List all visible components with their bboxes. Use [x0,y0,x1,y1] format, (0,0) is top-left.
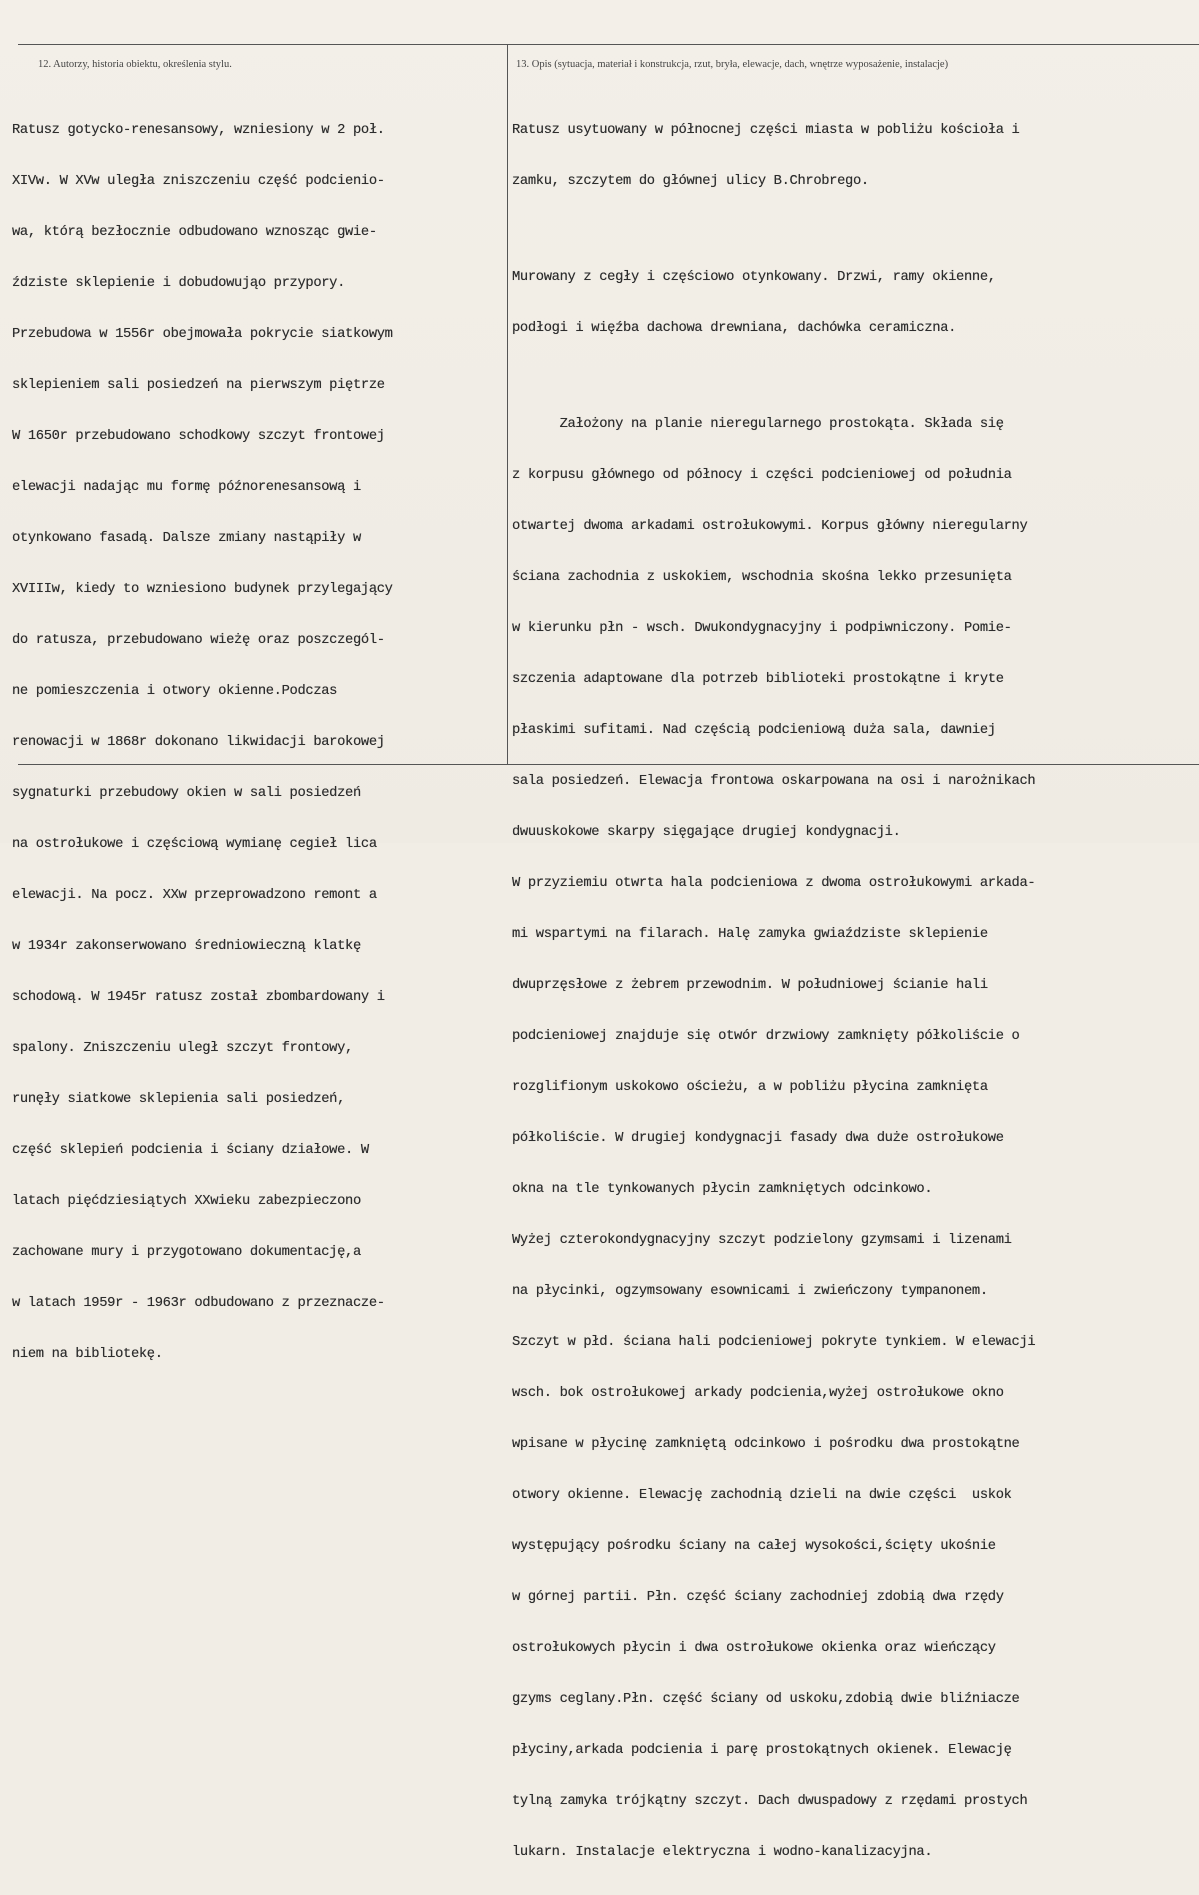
line: W przyziemiu otwrta hala podcieniowa z dwoma ostrołukowymi arkada- [512,876,1036,891]
line: XIVw. W XVw uległa zniszczeniu część podcienio- [12,174,385,189]
line: do ratusza, przebudowano wieżę oraz poszczegól- [12,633,385,648]
line: gzyms ceglany.Płn. część ściany od uskoku,zdobią dwie bliźniacze [512,1692,1020,1707]
line: zachowane mury i przygotowano dokumentację,a [12,1245,361,1260]
line: podłogi i więźba dachowa drewniana, dachówka ceramiczna. [512,321,957,336]
line: występujący pośrodku ściany na całej wysokości,ścięty ukośnie [512,1539,996,1554]
section-13-header: 13. Opis (sytuacja, materiał i konstrukcja, rzut, bryła, elewacje, dach, wnętrze wyposażenie, instalacje) [516,59,949,70]
line: płyciny,arkada podcienia i parę prostokątnych okienek. Elewację [512,1743,1012,1758]
line: podcieniowej znajduje się otwór drzwiowy zamknięty półkoliście o [512,1029,1020,1044]
line: w latach 1959r - 1963r odbudowano z przeznacze- [12,1296,385,1311]
line: sala posiedzeń. Elewacja frontowa oskarpowana na osi i narożnikach [512,774,1036,789]
line: wa, którą bezłocznie odbudowano wznosząc gwie- [12,225,377,240]
description-text-column [512,88,1197,1895]
line: z korpusu głównego od północy i części podcieniowej od południa [512,468,1012,483]
line: Murowany z cegły i częściowo otynkowany. Drzwi, ramy okienne, [512,270,996,285]
column-divider [507,44,508,764]
line: Przebudowa w 1556r obejmowała pokrycie siatkowym [12,327,393,342]
line: zamku, szczytem do głównej ulicy B.Chrobrego. [512,174,869,189]
top-rule [18,44,1199,45]
history-text-column [12,88,506,1397]
line: dwuprzęsłowe z żebrem przewodnim. W południowej ścianie hali [512,978,988,993]
line: sygnaturki przebudowy okien w sali posiedzeń [12,786,361,801]
line: okna na tle tynkowanych płycin zamkniętych odcinkowo. [512,1182,933,1197]
line: rozglifionym uskokowo ościeżu, a w pobliżu płycina zamknięta [512,1080,988,1095]
line: w kierunku płn - wsch. Dwukondygnacyjny i podpiwniczony. Pomie- [512,621,1012,636]
line: schodową. W 1945r ratusz został zbombardowany i [12,990,385,1005]
line: Ratusz gotycko-renesansowy, wzniesiony w 2 poł. [12,123,385,138]
line: w górnej partii. Płn. część ściany zachodniej zdobią dwa rzędy [512,1590,1004,1605]
line: W 1650r przebudowano schodkowy szczyt frontowej [12,429,385,444]
line: otynkowano fasadą. Dalsze zmiany nastąpiły w [12,531,361,546]
line: sklepieniem sali posiedzeń na pierwszym piętrze [12,378,385,393]
line: płaskimi sufitami. Nad częścią podcieniową duża sala, dawniej [512,723,996,738]
line: lukarn. Instalacje elektryczna i wodno-kanalizacyjna. [512,1845,933,1860]
line: ździste sklepienie i dobudowująo przypory. [12,276,346,291]
line: tylną zamyka trójkątny szczyt. Dach dwuspadowy z rzędami prostych [512,1794,1028,1809]
paragraph-gap [512,224,1197,235]
line: półkoliście. W drugiej kondygnacji fasady dwa duże ostrołukowe [512,1131,1004,1146]
line: na płycinki, ogzymsowany esownicami i zwieńczony tympanonem. [512,1284,988,1299]
line: XVIIIw, kiedy to wzniesiono budynek przylegający [12,582,393,597]
line: elewacji nadając mu formę późnorenesansową i [12,480,361,495]
line: renowacji w 1868r dokonano likwidacji barokowej [12,735,385,750]
line: latach pięćdziesiątych XXwieku zabezpieczono [12,1194,361,1209]
line: część sklepień podcienia i ściany działowe. W [12,1143,369,1158]
line: otwartej dwoma arkadami ostrołukowymi. Korpus główny nieregularny [512,519,1028,534]
line: spalony. Zniszczeniu uległ szczyt frontowy, [12,1041,353,1056]
line: mi wspartymi na filarach. Halę zamyka gwiaździste sklepienie [512,927,988,942]
line: ściana zachodnia z uskokiem, wschodnia skośna lekko przesunięta [512,570,1012,585]
line: Założony na planie nieregularnego prostokąta. Składa się [512,417,1004,432]
line: ostrołukowych płycin i dwa ostrołukowe okienka oraz wieńczący [512,1641,996,1656]
line: otwory okienne. Elewację zachodnią dzieli na dwie części uskok [512,1488,1012,1503]
line: na ostrołukowe i częściową wymianę cegieł lica [12,837,377,852]
paragraph-gap [512,371,1197,382]
line: niem na bibliotekę. [12,1347,163,1362]
section-12-header: 12. Autorzy, historia obiektu, określenia stylu. [38,59,232,70]
line: wpisane w płycinę zamkniętą odcinkowo i pośrodku dwa prostokątne [512,1437,1020,1452]
line: Wyżej czterokondygnacyjny szczyt podzielony gzymsami i lizenami [512,1233,1012,1248]
line: szczenia adaptowane dla potrzeb biblioteki prostokątne i kryte [512,672,1004,687]
line: wsch. bok ostrołukowej arkady podcienia,wyżej ostrołukowe okno [512,1386,1004,1401]
line: runęły siatkowe sklepienia sali posiedzeń, [12,1092,346,1107]
line: Ratusz usytuowany w północnej części miasta w pobliżu kościoła i [512,123,1020,138]
line: elewacji. Na pocz. XXw przeprowadzono remont a [12,888,377,903]
line: Szczyt w płd. ściana hali podcieniowej pokryte tynkiem. W elewacji [512,1335,1036,1350]
line: dwuuskokowe skarpy sięgające drugiej kondygnacji. [512,825,901,840]
line: w 1934r zakonserwowano średniowieczną klatkę [12,939,361,954]
line: ne pomieszczenia i otwory okienne.Podczas [12,684,338,699]
